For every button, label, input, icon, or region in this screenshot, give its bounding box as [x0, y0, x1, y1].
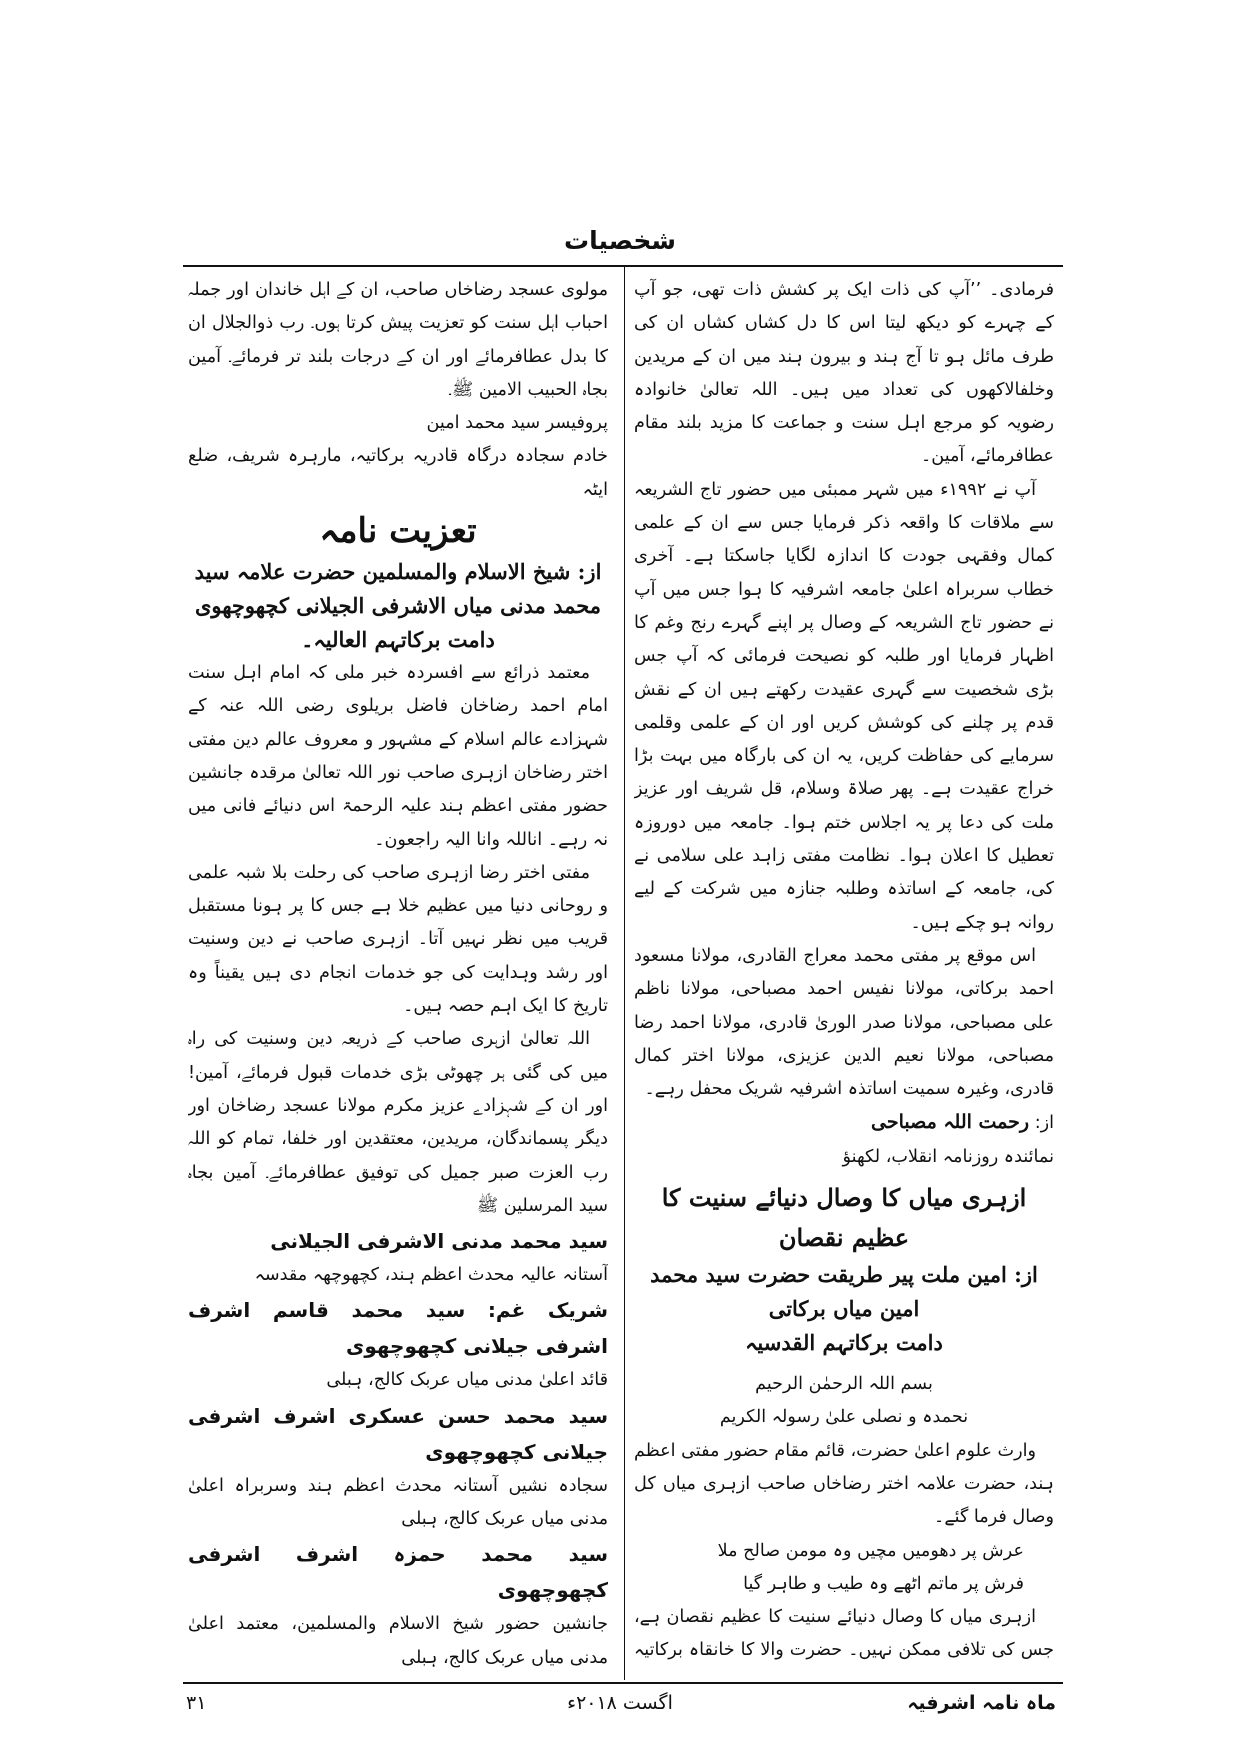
signature-name: پروفیسر سید محمد امین [426, 413, 608, 434]
signatory-line: آستانہ عالیہ محدث اعظم ہند، کچھوچھہ مقدسہ [254, 1265, 608, 1286]
hamd: نحمدہ و نصلی علیٰ رسولہ الکریم [719, 1407, 969, 1428]
correspondent: نمائندہ روزنامہ انقلاب، لکھنؤ [842, 1146, 1054, 1167]
signatory-line: جانشین حضور شیخ الاسلام والمسلمین، معتمد اعلیٰ مدنی میاں عربک کالج، ہبلی [188, 1614, 608, 1668]
poem-line: فرش پر ماتم اٹھے وہ طیب و طاہر گیا [743, 1573, 1024, 1594]
paragraph: مفتی اختر رضا ازہری صاحب کی رحلت بلا شبہ علمی و روحانی دنیا میں عظیم خلا ہے جس کا پر ہونا مستقبل قریب میں نظر نہیں آتا۔ ازہری صاحب نے دین وسنیت اور رشد وہدایت کی جو خدمات انجام دی ہیں یقیناً وہ تاریخ کا ایک اہم حصہ ہیں۔ [188, 862, 608, 1017]
paragraph: معتمد ذرائع سے افسردہ خبر ملی کہ امام اہل سنت امام احمد رضاخان فاضل بریلوی رضی اللہ عنہ کے شہزادے عالم اسلام کے مشہور و معروف عالم دین مفتی اختر رضاخان ازہری صاحب نور اللہ تعالیٰ مرقدہ جانشین حضور مفتی اعظم ہند علیہ الرحمۃ اس دنیائے فانی میں نہ رہے۔ اناللہ وانا الیہ راجعون۔ [188, 663, 608, 850]
by-label: از: [1034, 1113, 1054, 1134]
header-rule [183, 265, 1063, 267]
page-number: ۳۱ [186, 1692, 207, 1714]
paragraph: مولوی عسجد رضاخاں صاحب، ان کے اہل خاندان اور جملہ احباب اہل سنت کو تعزیت پیش کرتا ہوں۔ رب ذوالجلال ان کا بدل عطافرمائے اور ان کے درجات بلند تر فرمائے۔ آمین بجاہ الحبیب الامین ﷺ۔ [188, 280, 608, 400]
footer-rule [183, 1682, 1063, 1684]
condolence-heading: تعزیت نامہ [319, 511, 477, 552]
left-column [188, 274, 608, 1674]
magazine-name: ماہ نامہ اشرفیہ [907, 1692, 1056, 1714]
article-byline: از: امین ملت پیر طریقت حضرت سید محمد امین میاں برکاتی [650, 1262, 1038, 1322]
condolence-signature: سید محمد مدنی الاشرفی الجیلانی [270, 1229, 608, 1254]
paragraph: فرمادی۔ ’’آپ کی ذات ایک پر کشش ذات تھی، جو آپ کے چہرے کو دیکھ لیتا اس کا دل کشاں کشاں ان کی طرف مائل ہو تا آج ہند و بیرون ہند میں ان کے مریدین وخلفالاکھوں کی تعداد میں ہیں۔ اللہ تعالیٰ خانوادہ رضویہ کو مرجع اہل سنت و جماعت کا مزید بلند مقام عطافرمائے، آمین۔ [634, 280, 1054, 467]
right-column [634, 274, 1054, 1674]
signatory-line: سید محمد حمزہ اشرف اشرفی کچھوچھوی [188, 1542, 608, 1603]
paragraph: آپ نے ۱۹۹۲ء میں شہر ممبئی میں حضور تاج الشریعہ سے ملاقات کا واقعہ ذکر فرمایا جس سے ان کے علمی کمال وفقہی جودت کا اندازہ لگایا جاسکتا ہے۔ آخری خطاب سربراہ اعلیٰ جامعہ اشرفیہ کا ہوا جس میں آپ نے حضور تاج الشریعہ کے وصال پر اپنے گہرے رنج وغم کا اظہار فرمایا اور طلبہ کو نصیحت فرمائی کہ آپ جس بڑی شخصیت سے گہری عقیدت رکھتے ہیں ان کے نقش قدم پر چلنے کی کوشش کریں اور ان کے علمی وقلمی سرمایے کی حفاظت کریں، یہ ان کی بارگاہ میں بہت بڑا خراج عقیدت ہے۔ پھر صلاۃ وسلام، قل شریف اور عزیز ملت کی دعا پر یہ اجلاس ختم ہوا۔ جامعہ میں دوروزہ تعطیل کا اعلان ہوا۔ نظامت مفتی زاہد علی سلامی نے کی، جامعہ کے اساتذہ وطلبہ جنازہ میں شرکت کے لیے روانہ ہو چکے ہیں۔ [634, 479, 1054, 933]
signature-title: خادم سجادہ درگاہ قادریہ برکاتیہ، مارہرہ شریف، ضلع ایٹہ [188, 446, 608, 500]
signatory-line: شریک غم: سید محمد قاسم اشرف اشرفی جیلانی کچھوچھوی [188, 1298, 608, 1359]
article-honorific: دامت برکاتہم القدسیہ [745, 1330, 943, 1356]
paragraph: اللہ تعالیٰ ازہری صاحب کے ذریعہ دین وسنیت کی راہ میں کی گئی ہر چھوٹی بڑی خدمات قبول فرمائے، آمین! اور ان کے شہزادے عزیز مکرم مولانا عسجد رضاخان اور دیگر پسماندگان، مریدین، معتقدین اور خلفا، تمام کو اللہ رب العزت صبر جمیل کی توفیق عطافرمائے۔ آمین بجاہ سید المرسلین ﷺ [188, 1029, 608, 1216]
issue-date: اگست ۲۰۱۸ء [567, 1692, 673, 1714]
author-name: رحمت اللہ مصباحی [871, 1111, 1030, 1134]
paragraph: وارث علوم اعلیٰ حضرت، قائم مقام حضور مفتی اعظم ہند، حضرت علامہ اختر رضاخاں صاحب ازہری میاں کل وصال فرما گئے۔ [634, 1440, 1054, 1528]
paragraph: اس موقع پر مفتی محمد معراج القادری، مولانا مسعود احمد برکاتی، مولانا نفیس احمد مصباحی، مولانا ناظم علی مصباحی، مولانا صدر الوریٰ قادری، مولانا احمد رضا مصباحی، مولانا نعیم الدین عزیزی، مولانا اختر کمال قادری، وغیرہ سمیت اساتذہ اشرفیہ شریک محفل رہے۔ [634, 945, 1054, 1100]
signatory-line: سید محمد حسن عسکری اشرف اشرفی جیلانی کچھوچھوی [188, 1403, 608, 1464]
signatory-line: قائد اعلیٰ مدنی میاں عربک کالج، ہبلی [326, 1370, 608, 1391]
article-title: ازہری میاں کا وصال دنیائے سنیت کا عظیم نقصان [661, 1183, 1027, 1253]
report-author [634, 1106, 1054, 1140]
condolence-byline: از: شیخ الاسلام والمسلمین حضرت علامہ سید محمد مدنی میاں الاشرفی الجیلانی کچھوچھوی دامت برکاتہم العالیہ۔ [194, 559, 602, 653]
paragraph: ازہری میاں کا وصال دنیائے سنیت کا عظیم نقصان ہے، جس کی تلافی ممکن نہیں۔ حضرت والا کا خانقاہ برکاتیہ [634, 1607, 1054, 1661]
signatory-line: سجادہ نشیں آستانہ محدث اعظم ہند وسربراہ اعلیٰ مدنی میاں عربک کالج، ہبلی [188, 1475, 608, 1530]
bismillah: بسم اللہ الرحمٰن الرحیم [755, 1374, 933, 1395]
section-title: شخصیات [564, 226, 676, 255]
poem-line: عرش پر دھومیں مچیں وہ مومن صالح ملا [717, 1540, 1024, 1561]
column-divider [624, 267, 625, 1680]
